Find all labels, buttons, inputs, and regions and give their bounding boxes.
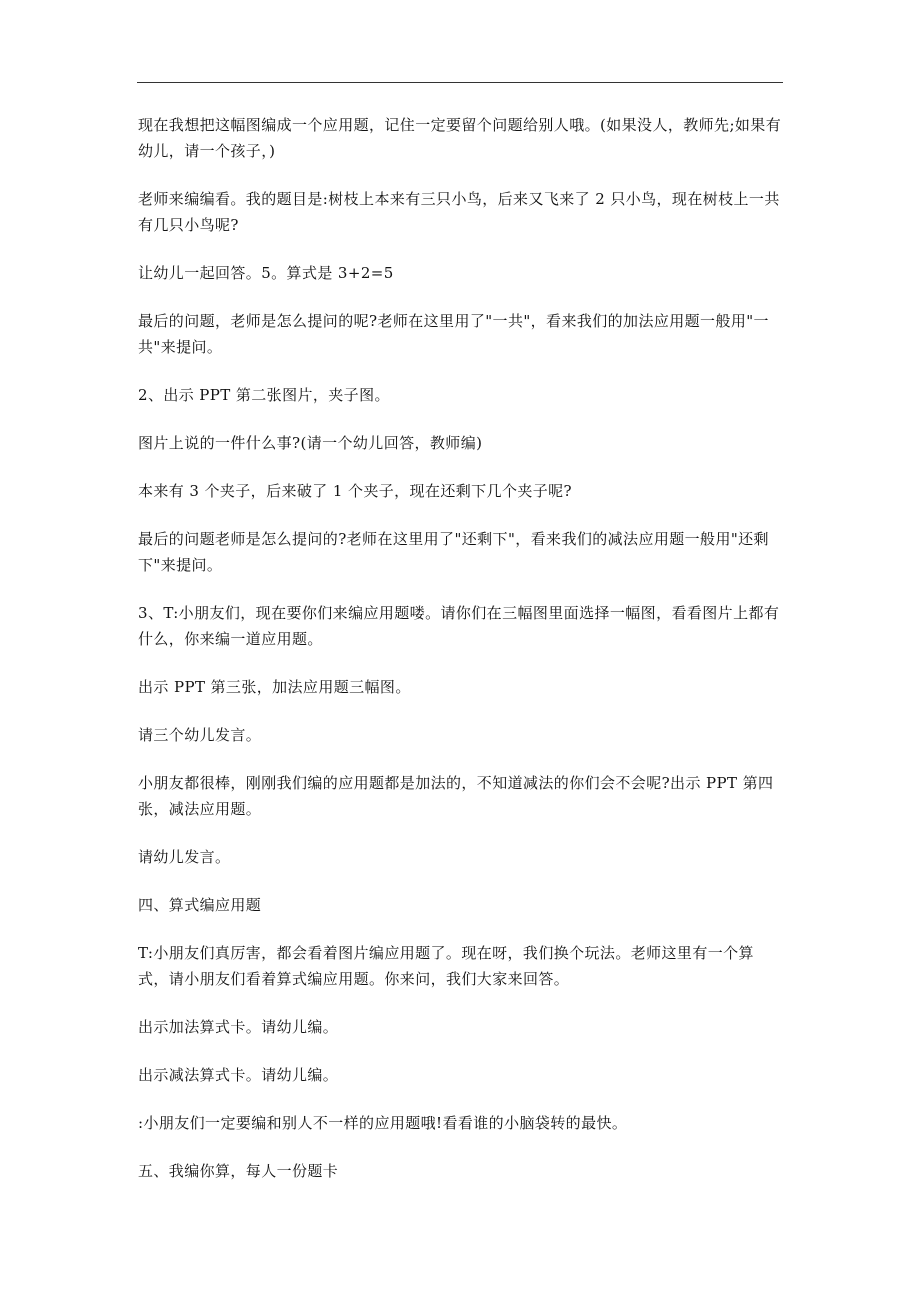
paragraph: 现在我想把这幅图编成一个应用题，记住一定要留个问题给别人哦。(如果没人，教师先;如果有幼儿，请一个孩子，) [138,116,782,160]
section-heading: 四、算式编应用题 [138,896,262,914]
paragraph: T:小朋友们真厉害，都会看着图片编应用题了。现在呀，我们换个玩法。老师这里有一个算式，请小朋友们看着算式编应用题。你来问，我们大家来回答。 [138,944,754,988]
paragraph: 请幼儿发言。 [138,848,231,866]
paragraph: 图片上说的一件什么事?(请一个幼儿回答，教师编) [138,434,483,452]
section-item: 3、T:小朋友们，现在要你们来编应用题喽。请你们在三幅图里面选择一幅图，看看图片上都有什么，你来编一道应用题。 [138,604,780,648]
header-rule [137,82,783,83]
paragraph: 出示 PPT 第三张，加法应用题三幅图。 [138,678,411,696]
paragraph: 最后的问题老师是怎么提问的?老师在这里用了"还剩下"，看来我们的减法应用题一般用"还剩下"来提问。 [138,530,769,574]
paragraph: 小朋友都很棒，刚刚我们编的应用题都是加法的，不知道减法的你们会不会呢?出示 PPT 第四张，减法应用题。 [138,774,774,818]
paragraph: 让幼儿一起回答。5。算式是 3+2=5 [138,264,394,282]
section-heading: 五、我编你算，每人一份题卡 [138,1162,339,1180]
paragraph: 出示加法算式卡。请幼儿编。 [138,1018,339,1036]
paragraph: 请三个幼儿发言。 [138,726,262,744]
paragraph: :小朋友们一定要编和别人不一样的应用题哦!看看谁的小脑袋转的最快。 [138,1114,628,1132]
paragraph: 最后的问题，老师是怎么提问的呢?老师在这里用了"一共"，看来我们的加法应用题一般用"一共"来提问。 [138,312,769,356]
section-item: 2、出示 PPT 第二张图片，夹子图。 [138,386,390,404]
paragraph: 老师来编编看。我的题目是:树枝上本来有三只小鸟，后来又飞来了 2 只小鸟，现在树枝上一共有几只小鸟呢? [138,190,780,234]
paragraph: 本来有 3 个夹子，后来破了 1 个夹子，现在还剩下几个夹子呢? [138,482,573,500]
document-body [138,112,783,1206]
paragraph: 出示减法算式卡。请幼儿编。 [138,1066,339,1084]
